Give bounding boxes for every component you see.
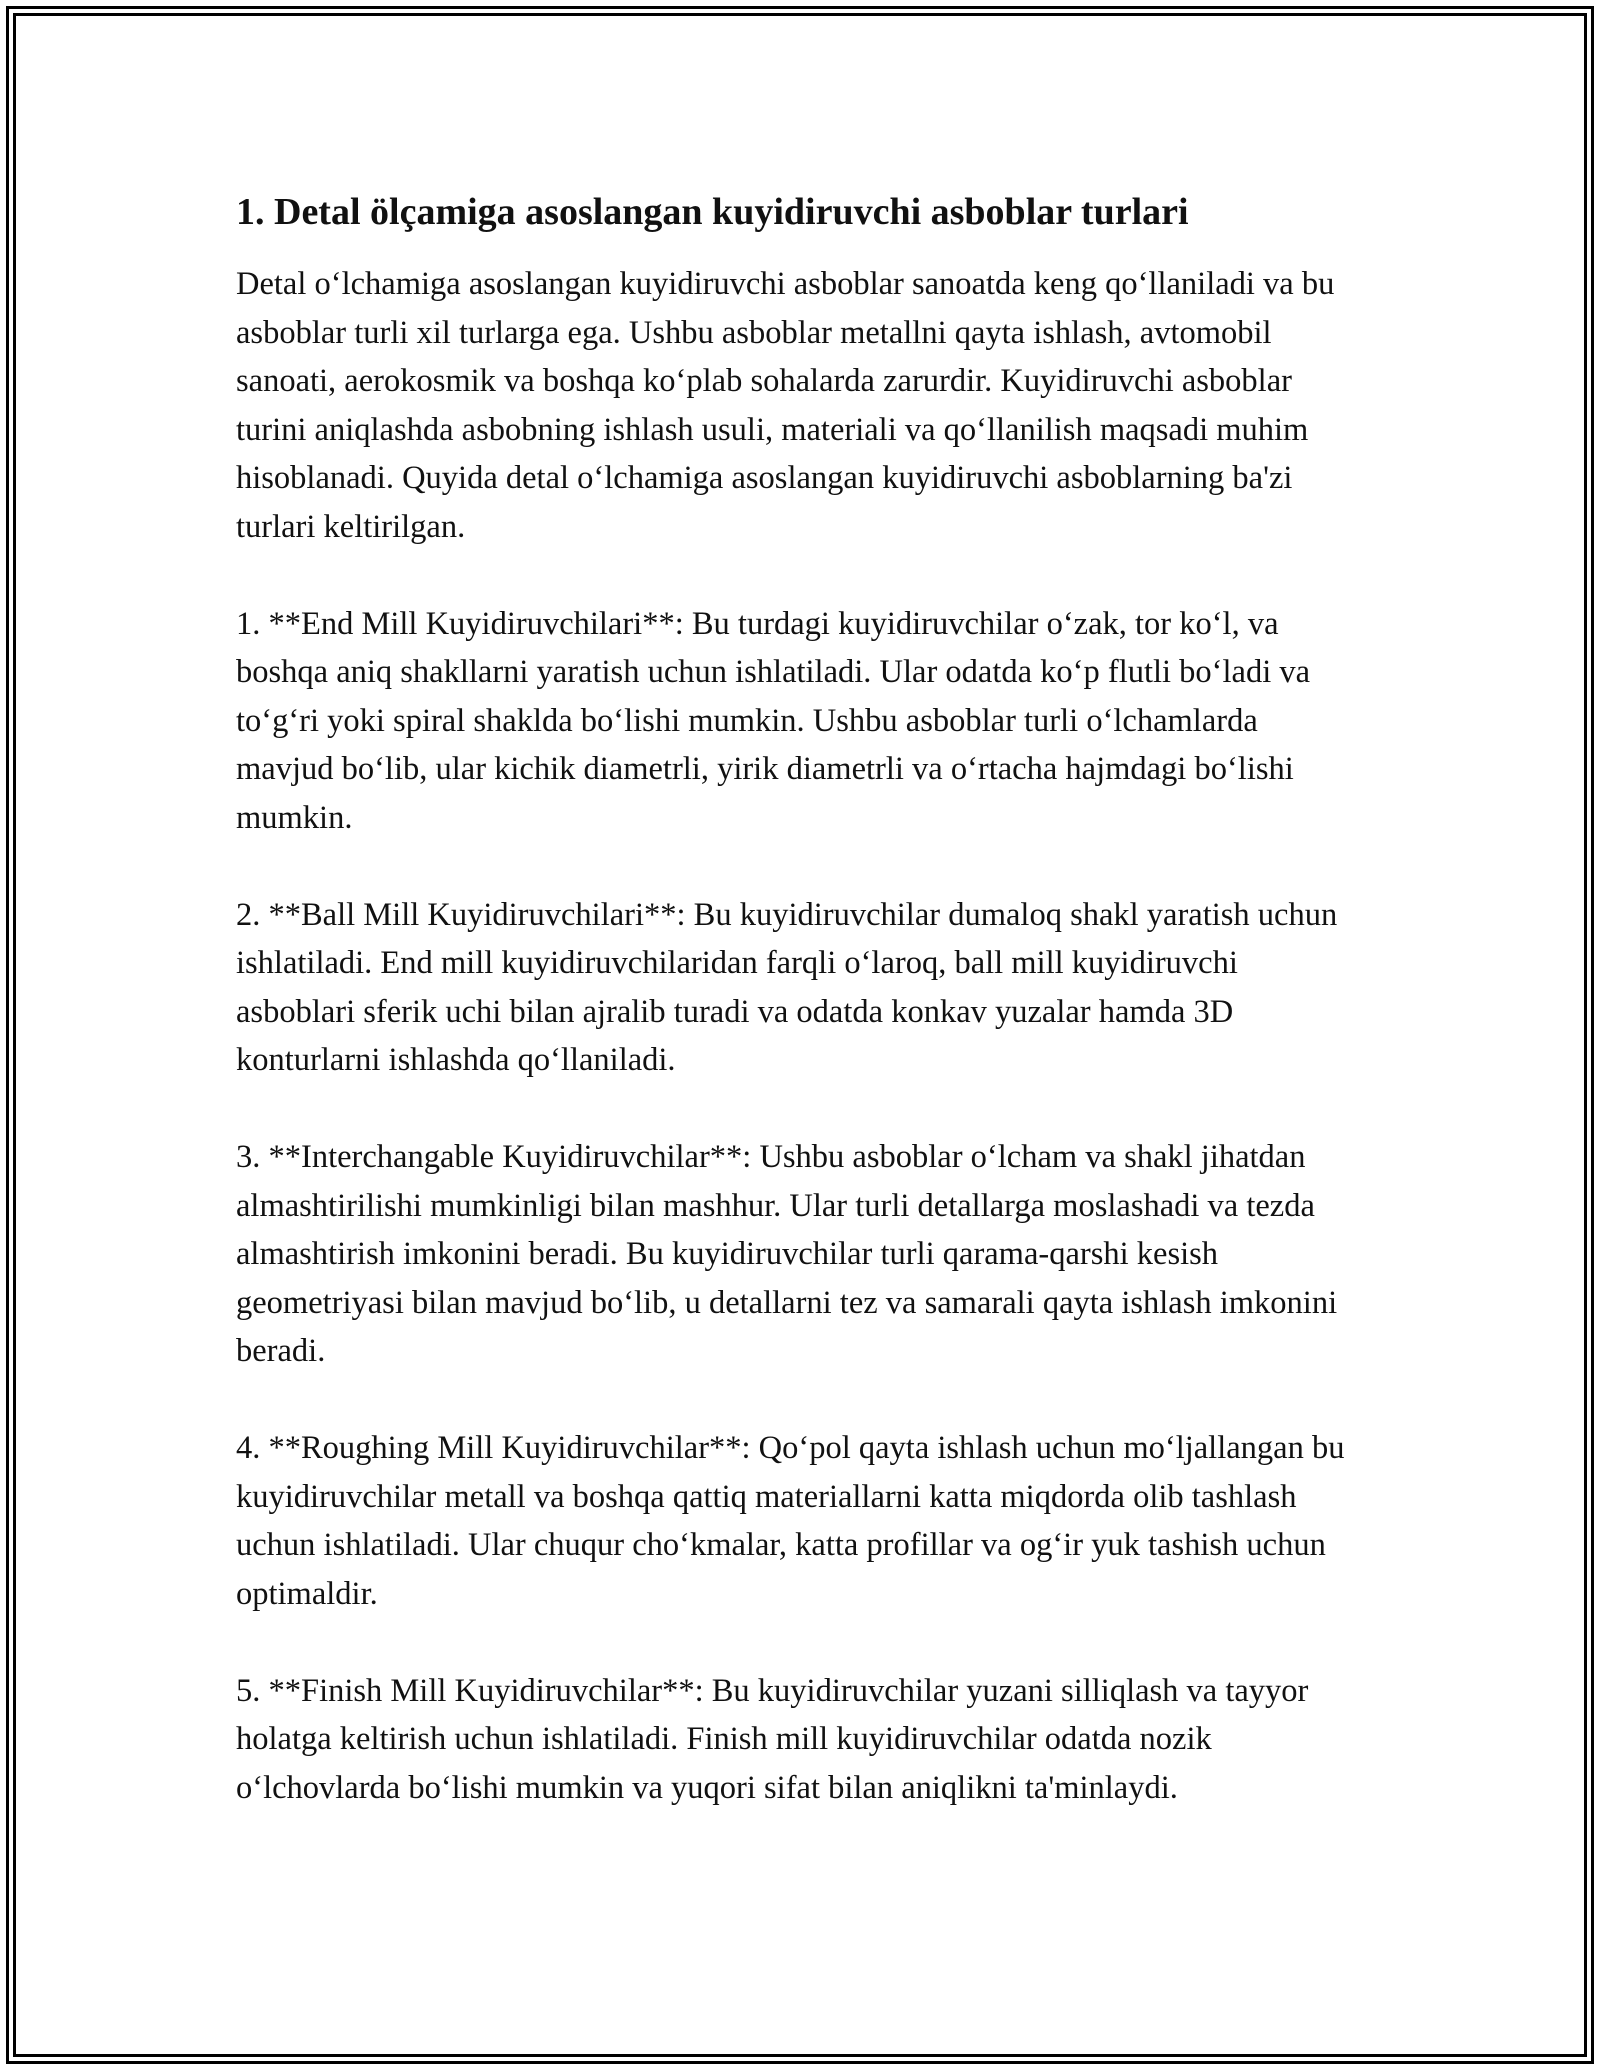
paragraph-finish-mill: 5. **Finish Mill Kuyidiruvchilar**: Bu kuyidiruvchilar yuzani silliqlash va tayyor holatga keltirish uchun ishlatiladi. Finish mill kuyidiruvchilar odatda nozik o‘lchovlarda bo‘lishi mumkin va yuqori sifat bilan aniqlikni ta'minlaydi. <box>236 1672 1309 1806</box>
paragraph-end-mill: 1. **End Mill Kuyidiruvchilari**: Bu turdagi kuyidiruvchilar o‘zak, tor ko‘l, va boshqa aniq shakllarni yaratish uchun ishlatiladi. Ular odatda ko‘p flutli bo‘ladi va to‘g‘ri yoki spiral shaklda bo‘lishi mumkin. Ushbu asboblar turli o‘lchamlarda mavjud bo‘lib, ular kichik diametrli, yirik diametrli va o‘rtacha hajmdagi bo‘lishi mumkin. <box>236 605 1311 836</box>
document-body <box>236 186 1356 1812</box>
paragraph-interchangable: 3. **Interchangable Kuyidiruvchilar**: Ushbu asboblar o‘lcham va shakl jihatdan almashtirilishi mumkinligi bilan mashhur. Ular turli detallarga moslashadi va tezda almashtirish imkonini beradi. Bu kuyidiruvchilar turli qarama-qarshi kesish geometriyasi bilan mavjud bo‘lib, u detallarni tez va samarali qayta ishlash imkonini beradi. <box>236 1139 1338 1369</box>
document-title: 1. Detal ölçamiga asoslangan kuyidiruvchi asboblar turlari <box>236 191 1189 233</box>
intro-paragraph: Detal o‘lchamiga asoslangan kuyidiruvchi asboblar sanoatda keng qo‘llaniladi va bu asboblar turli xil turlarga ega. Ushbu asboblar metallni qayta ishlash, avtomobil sanoati, aerokosmik va boshqa ko‘plab sohalarda zarurdir. Kuyidiruvchi asboblar turini aniqlashda asbobning ishlash usuli, materiali va qo‘llanilish maqsadi muhim hisoblanadi. Quyida detal o‘lchamiga asoslangan kuyidiruvchi asboblarning ba'zi turlari keltirilgan. <box>236 266 1335 545</box>
paragraph-roughing-mill: 4. **Roughing Mill Kuyidiruvchilar**: Qo‘pol qayta ishlash uchun mo‘ljallangan bu kuyidiruvchilar metall va boshqa qattiq materiallarni katta miqdorda olib tashlash uchun ishlatiladi. Ular chuqur cho‘kmalar, katta profillar va og‘ir yuk tashish uchun optimaldir. <box>236 1430 1345 1612</box>
paragraph-ball-mill: 2. **Ball Mill Kuyidiruvchilari**: Bu kuyidiruvchilar dumaloq shakl yaratish uchun ishlatiladi. End mill kuyidiruvchilaridan farqli o‘laroq, ball mill kuyidiruvchi asboblari sferik uchi bilan ajralib turadi va odatda konkav yuzalar hamda 3D konturlarni ishlashda qo‘llaniladi. <box>236 896 1338 1078</box>
